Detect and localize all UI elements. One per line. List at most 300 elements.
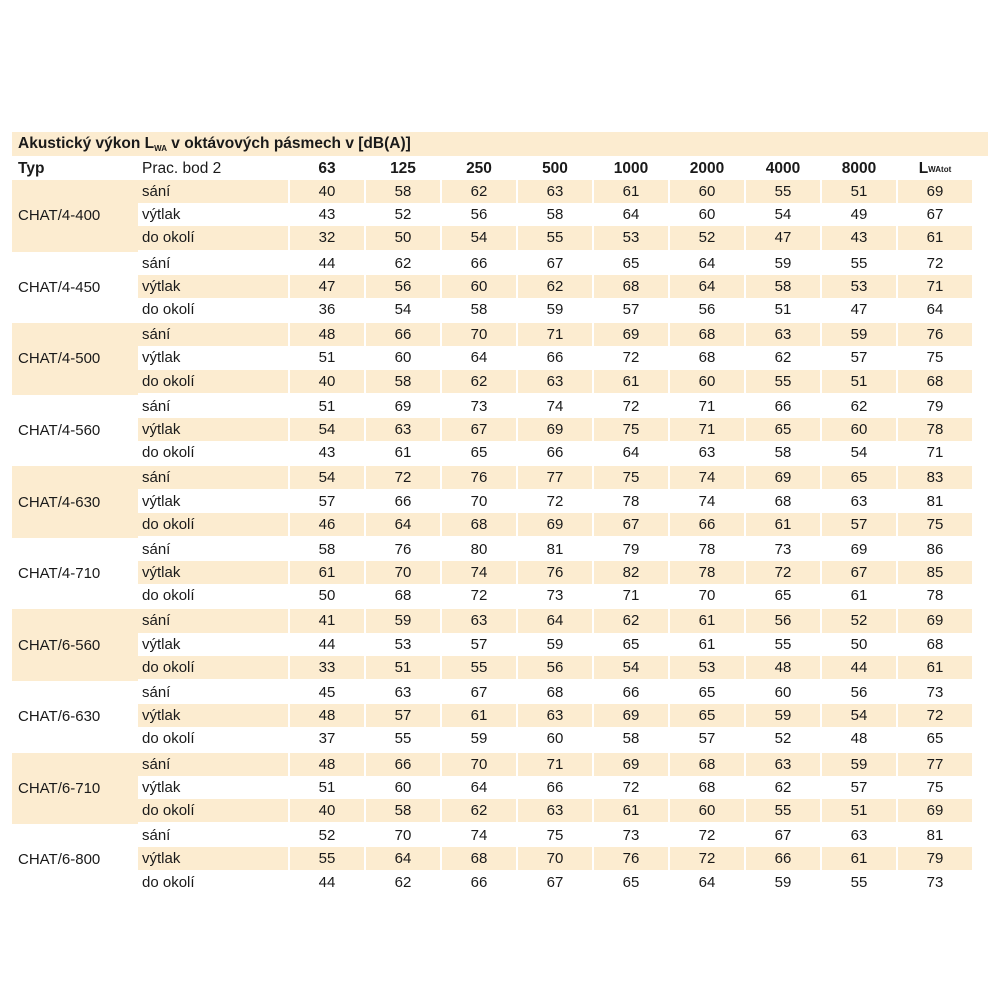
band-value: 70 [364, 561, 440, 584]
band-value: 65 [592, 633, 668, 656]
band-value: 61 [820, 847, 896, 870]
band-value: 68 [668, 776, 744, 799]
band-value: 62 [364, 870, 440, 893]
header-band: 500 [516, 158, 592, 180]
band-value: 60 [668, 370, 744, 393]
band-value: 65 [440, 441, 516, 464]
total-value: 69 [896, 799, 972, 822]
total-value: 69 [896, 609, 972, 632]
band-value: 55 [516, 226, 592, 249]
total-value: 71 [896, 441, 972, 464]
table-row [12, 513, 988, 538]
band-value: 32 [288, 226, 364, 249]
band-value: 47 [820, 298, 896, 321]
total-value: 61 [896, 226, 972, 249]
operating-point-label: do okolí [142, 444, 195, 462]
band-value: 44 [288, 252, 364, 275]
band-value: 60 [820, 418, 896, 441]
total-value: 79 [896, 847, 972, 870]
band-value: 73 [592, 824, 668, 847]
table-row [12, 323, 988, 346]
band-value: 69 [592, 704, 668, 727]
band-value: 66 [440, 870, 516, 893]
band-value: 69 [592, 323, 668, 346]
table-row [12, 370, 988, 395]
total-value: 79 [896, 395, 972, 418]
band-value: 67 [440, 418, 516, 441]
band-value: 59 [516, 633, 592, 656]
band-value: 66 [744, 847, 820, 870]
band-value: 76 [440, 466, 516, 489]
band-value: 68 [440, 847, 516, 870]
band-value: 67 [516, 870, 592, 893]
operating-point-label: do okolí [142, 873, 195, 891]
band-value: 64 [516, 609, 592, 632]
header-total: L WAtot [896, 158, 972, 180]
operating-point-label: do okolí [142, 730, 195, 748]
band-value: 61 [592, 370, 668, 393]
band-value: 55 [440, 656, 516, 679]
table-row [12, 395, 988, 418]
band-value: 70 [440, 489, 516, 512]
band-value: 77 [516, 466, 592, 489]
band-value: 40 [288, 799, 364, 822]
band-value: 63 [364, 418, 440, 441]
band-value: 59 [820, 753, 896, 776]
unit-type: CHAT/4-710 [18, 565, 101, 583]
band-value: 51 [744, 298, 820, 321]
table-row [12, 203, 988, 226]
table-row [12, 561, 988, 584]
band-value: 63 [668, 441, 744, 464]
band-value: 69 [744, 466, 820, 489]
band-value: 71 [516, 753, 592, 776]
unit-group [12, 395, 988, 467]
operating-point-label: výtlak [138, 418, 288, 441]
band-value: 72 [592, 395, 668, 418]
band-value: 55 [744, 180, 820, 203]
table-row [12, 727, 988, 752]
band-value: 70 [516, 847, 592, 870]
operating-point-label: sání [138, 180, 288, 203]
band-value: 68 [744, 489, 820, 512]
band-value: 61 [668, 633, 744, 656]
band-value: 63 [516, 799, 592, 822]
total-value: 73 [896, 681, 972, 704]
band-value: 67 [592, 513, 668, 536]
band-value: 75 [592, 466, 668, 489]
unit-type: CHAT/6-630 [18, 708, 101, 726]
band-value: 72 [668, 847, 744, 870]
header-band: 1000 [592, 158, 668, 180]
band-value: 64 [592, 441, 668, 464]
band-value: 63 [440, 609, 516, 632]
band-value: 72 [516, 489, 592, 512]
band-value: 58 [516, 203, 592, 226]
operating-point-label: do okolí [138, 799, 288, 822]
table-row [12, 753, 988, 776]
band-value: 50 [288, 584, 364, 607]
band-value: 63 [820, 489, 896, 512]
table-row [12, 704, 988, 727]
unit-group [12, 323, 988, 395]
band-value: 74 [516, 395, 592, 418]
band-value: 66 [364, 489, 440, 512]
table-row [12, 776, 988, 799]
band-value: 58 [744, 275, 820, 298]
band-value: 33 [288, 656, 364, 679]
band-value: 65 [668, 704, 744, 727]
total-value: 69 [896, 180, 972, 203]
band-value: 71 [516, 323, 592, 346]
band-value: 58 [364, 180, 440, 203]
table-row [12, 681, 988, 704]
table-row [12, 824, 988, 847]
table-row [12, 584, 988, 609]
total-value: 72 [896, 252, 972, 275]
operating-point-label: sání [142, 827, 171, 845]
band-value: 64 [440, 346, 516, 369]
band-value: 57 [364, 704, 440, 727]
band-value: 62 [364, 252, 440, 275]
band-value: 46 [288, 513, 364, 536]
band-value: 55 [288, 847, 364, 870]
operating-point-label: sání [142, 684, 171, 702]
header-typ: Typ [18, 160, 45, 177]
total-value: 83 [896, 466, 972, 489]
operating-point-label: sání [138, 466, 288, 489]
operating-point-label: do okolí [138, 656, 288, 679]
band-value: 70 [364, 824, 440, 847]
band-value: 59 [364, 609, 440, 632]
table-row [12, 847, 988, 870]
header-band: 4000 [744, 158, 820, 180]
band-value: 52 [820, 609, 896, 632]
total-value: 68 [896, 633, 972, 656]
band-value: 55 [744, 799, 820, 822]
band-value: 63 [820, 824, 896, 847]
band-value: 66 [744, 395, 820, 418]
band-value: 64 [440, 776, 516, 799]
unit-type: CHAT/6-560 [12, 609, 138, 681]
table-header-row [12, 158, 988, 180]
band-value: 63 [744, 323, 820, 346]
band-value: 55 [744, 370, 820, 393]
band-value: 56 [744, 609, 820, 632]
band-value: 53 [592, 226, 668, 249]
band-value: 53 [820, 275, 896, 298]
total-value: 85 [896, 561, 972, 584]
band-value: 67 [744, 824, 820, 847]
band-value: 56 [440, 203, 516, 226]
band-value: 71 [668, 418, 744, 441]
band-value: 45 [288, 681, 364, 704]
band-value: 54 [364, 298, 440, 321]
band-value: 40 [288, 370, 364, 393]
band-value: 48 [288, 323, 364, 346]
header-band: 2000 [668, 158, 744, 180]
band-value: 52 [744, 727, 820, 750]
operating-point-label: sání [138, 753, 288, 776]
total-value: 81 [896, 824, 972, 847]
table-row [12, 252, 988, 275]
operating-point-label: výtlak [138, 561, 288, 584]
band-value: 36 [288, 298, 364, 321]
table-row [12, 226, 988, 251]
band-value: 68 [668, 346, 744, 369]
band-value: 59 [744, 252, 820, 275]
band-value: 57 [288, 489, 364, 512]
band-value: 69 [364, 395, 440, 418]
band-value: 51 [820, 370, 896, 393]
band-value: 66 [516, 776, 592, 799]
band-value: 58 [744, 441, 820, 464]
band-value: 54 [744, 203, 820, 226]
table-row [12, 656, 988, 681]
band-value: 75 [516, 824, 592, 847]
band-value: 62 [516, 275, 592, 298]
total-value: 61 [896, 656, 972, 679]
operating-point-label: výtlak [138, 847, 288, 870]
band-value: 44 [288, 870, 364, 893]
band-value: 52 [668, 226, 744, 249]
band-value: 66 [364, 753, 440, 776]
band-value: 50 [364, 226, 440, 249]
unit-group [12, 538, 988, 610]
table-row [12, 870, 988, 895]
total-value: 77 [896, 753, 972, 776]
band-value: 44 [820, 656, 896, 679]
total-value: 78 [896, 418, 972, 441]
band-value: 48 [288, 753, 364, 776]
band-value: 74 [440, 561, 516, 584]
table-body [12, 180, 988, 896]
operating-point-label: výtlak [138, 704, 288, 727]
band-value: 72 [744, 561, 820, 584]
unit-group [12, 252, 988, 324]
band-value: 69 [516, 513, 592, 536]
band-value: 57 [820, 346, 896, 369]
band-value: 59 [516, 298, 592, 321]
band-value: 48 [820, 727, 896, 750]
band-value: 54 [440, 226, 516, 249]
band-value: 40 [288, 180, 364, 203]
header-band: 250 [440, 158, 516, 180]
table-row [12, 633, 988, 656]
band-value: 69 [820, 538, 896, 561]
band-value: 50 [820, 633, 896, 656]
total-value: 71 [896, 275, 972, 298]
table-row [12, 799, 988, 824]
band-value: 53 [364, 633, 440, 656]
band-value: 61 [440, 704, 516, 727]
band-value: 59 [744, 704, 820, 727]
band-value: 55 [364, 727, 440, 750]
band-value: 55 [744, 633, 820, 656]
band-value: 54 [288, 466, 364, 489]
operating-point-label: sání [142, 254, 171, 272]
band-value: 65 [820, 466, 896, 489]
unit-group [12, 466, 988, 538]
operating-point-label: výtlak [142, 206, 181, 224]
table-row [12, 275, 988, 298]
band-value: 74 [668, 466, 744, 489]
unit-type: CHAT/4-500 [12, 323, 138, 395]
band-value: 61 [820, 584, 896, 607]
band-value: 55 [820, 870, 896, 893]
band-value: 65 [744, 418, 820, 441]
band-value: 56 [820, 681, 896, 704]
operating-point-label: do okolí [142, 587, 195, 605]
band-value: 59 [744, 870, 820, 893]
band-value: 70 [440, 753, 516, 776]
band-value: 65 [592, 252, 668, 275]
band-value: 74 [668, 489, 744, 512]
band-value: 57 [440, 633, 516, 656]
band-value: 64 [364, 847, 440, 870]
band-value: 63 [744, 753, 820, 776]
band-value: 51 [288, 395, 364, 418]
band-value: 75 [592, 418, 668, 441]
band-value: 71 [668, 395, 744, 418]
band-value: 57 [592, 298, 668, 321]
band-value: 62 [744, 776, 820, 799]
band-value: 62 [592, 609, 668, 632]
band-value: 73 [440, 395, 516, 418]
band-value: 66 [516, 441, 592, 464]
band-value: 60 [516, 727, 592, 750]
band-value: 48 [744, 656, 820, 679]
table-row [12, 346, 988, 369]
band-value: 81 [516, 538, 592, 561]
band-value: 76 [516, 561, 592, 584]
operating-point-label: výtlak [142, 492, 181, 510]
band-value: 64 [668, 870, 744, 893]
total-value: 81 [896, 489, 972, 512]
band-value: 61 [744, 513, 820, 536]
operating-point-label: výtlak [142, 635, 181, 653]
operating-point-label: výtlak [142, 349, 181, 367]
table-row [12, 466, 988, 489]
header-band: 63 [288, 158, 364, 180]
band-value: 61 [668, 609, 744, 632]
operating-point-label: do okolí [138, 513, 288, 536]
band-value: 82 [592, 561, 668, 584]
unit-group [12, 180, 988, 252]
band-value: 54 [592, 656, 668, 679]
band-value: 49 [820, 203, 896, 226]
total-value: 75 [896, 346, 972, 369]
band-value: 69 [592, 753, 668, 776]
operating-point-label: výtlak [142, 778, 181, 796]
band-value: 59 [820, 323, 896, 346]
band-value: 70 [440, 323, 516, 346]
band-value: 61 [364, 441, 440, 464]
band-value: 44 [288, 633, 364, 656]
band-value: 68 [364, 584, 440, 607]
table-title-row [12, 132, 988, 158]
band-value: 51 [288, 346, 364, 369]
total-value: 86 [896, 538, 972, 561]
band-value: 47 [744, 226, 820, 249]
band-value: 43 [288, 203, 364, 226]
band-value: 63 [364, 681, 440, 704]
band-value: 68 [592, 275, 668, 298]
band-value: 51 [820, 180, 896, 203]
table-row [12, 489, 988, 512]
band-value: 58 [592, 727, 668, 750]
operating-point-label: do okolí [142, 301, 195, 319]
band-value: 78 [668, 538, 744, 561]
band-value: 65 [668, 681, 744, 704]
total-value: 72 [896, 704, 972, 727]
band-value: 64 [668, 252, 744, 275]
band-value: 48 [288, 704, 364, 727]
band-value: 68 [668, 323, 744, 346]
band-value: 64 [364, 513, 440, 536]
header-band: 125 [364, 158, 440, 180]
band-value: 72 [668, 824, 744, 847]
operating-point-label: do okolí [138, 226, 288, 249]
band-value: 71 [592, 584, 668, 607]
band-value: 78 [668, 561, 744, 584]
total-value: 78 [896, 584, 972, 607]
band-value: 66 [364, 323, 440, 346]
table-row [12, 180, 988, 203]
operating-point-label: sání [142, 397, 171, 415]
band-value: 73 [744, 538, 820, 561]
band-value: 67 [820, 561, 896, 584]
band-value: 68 [668, 753, 744, 776]
unit-group [12, 753, 988, 825]
band-value: 59 [440, 727, 516, 750]
band-value: 41 [288, 609, 364, 632]
band-value: 56 [516, 656, 592, 679]
operating-point-label: výtlak [138, 275, 288, 298]
band-value: 58 [364, 370, 440, 393]
header-band: 8000 [820, 158, 896, 180]
total-value: 75 [896, 776, 972, 799]
table-title: Akustický výkon $L_{WA}$ v oktávových pásmech v [dB(A)] [18, 135, 411, 153]
band-value: 60 [668, 203, 744, 226]
unit-type: CHAT/4-450 [18, 278, 101, 296]
band-value: 57 [820, 776, 896, 799]
unit-type: CHAT/6-710 [12, 753, 138, 825]
band-value: 51 [364, 656, 440, 679]
unit-group [12, 609, 988, 681]
band-value: 52 [364, 203, 440, 226]
total-value: 75 [896, 513, 972, 536]
band-value: 60 [744, 681, 820, 704]
unit-group [12, 681, 988, 753]
band-value: 79 [592, 538, 668, 561]
unit-type: CHAT/4-630 [12, 466, 138, 538]
band-value: 62 [744, 346, 820, 369]
band-value: 60 [668, 799, 744, 822]
band-value: 64 [668, 275, 744, 298]
band-value: 66 [440, 252, 516, 275]
band-value: 54 [820, 704, 896, 727]
band-value: 47 [288, 275, 364, 298]
band-value: 58 [364, 799, 440, 822]
unit-type: CHAT/6-800 [18, 851, 101, 869]
band-value: 61 [592, 180, 668, 203]
band-value: 54 [820, 441, 896, 464]
band-value: 67 [440, 681, 516, 704]
band-value: 80 [440, 538, 516, 561]
band-value: 60 [364, 346, 440, 369]
band-value: 65 [592, 870, 668, 893]
